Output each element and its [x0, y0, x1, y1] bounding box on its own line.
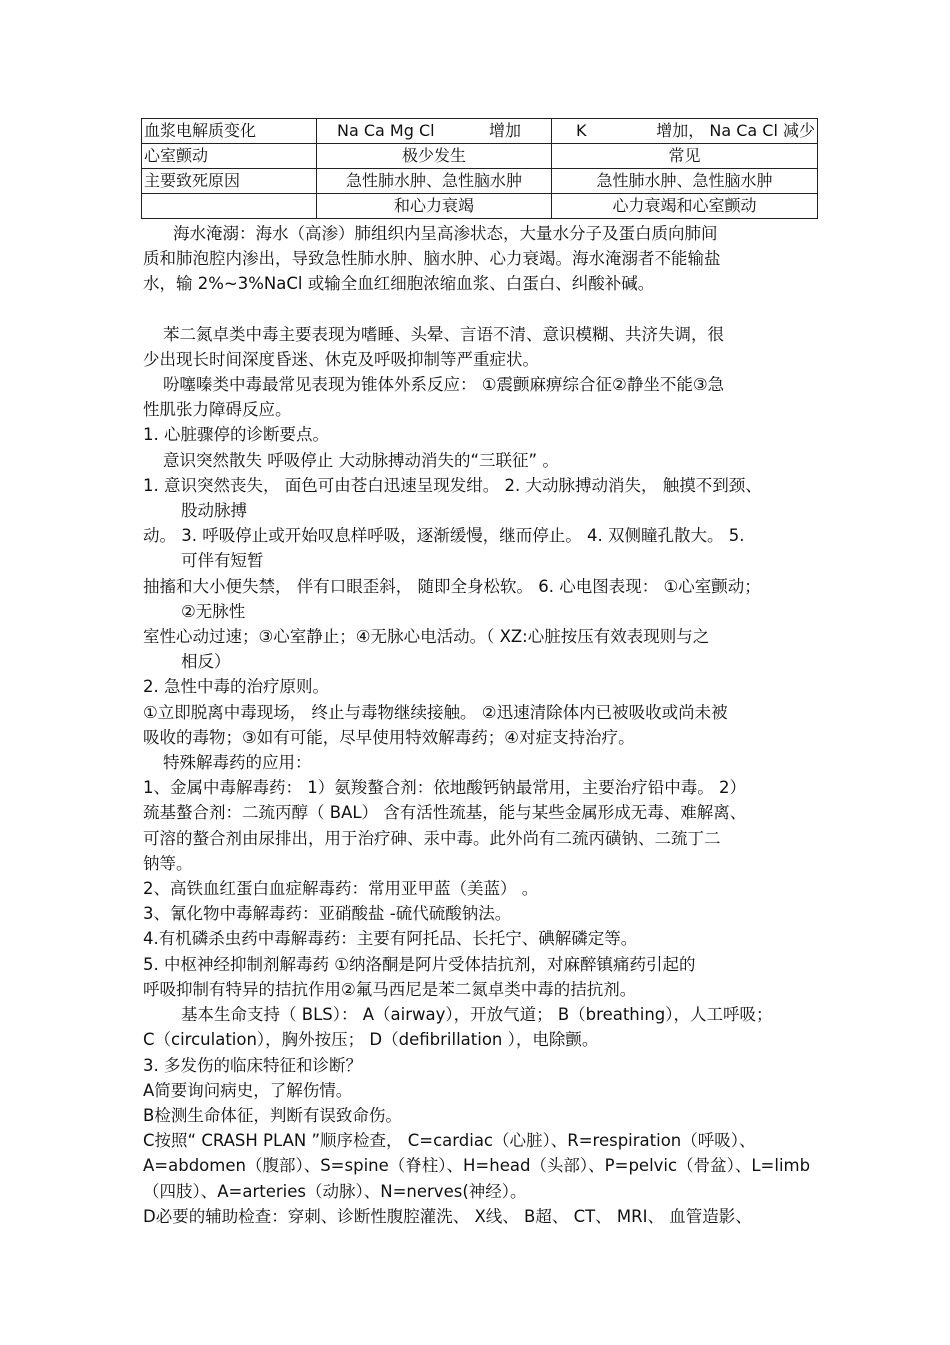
text-line: 可伴有短暂	[181, 551, 264, 571]
text-line: 少出现长时间深度昏迷、休克及呼吸抑制等严重症状。	[143, 349, 539, 369]
electrolyte-table	[141, 118, 818, 219]
text-line: A简要询问病史，了解伤情。	[143, 1080, 353, 1100]
text-line: A=abdomen（腹部）、S=spine（脊柱）、H=head（头部）、P=pelvic（骨盆）、L=limb	[143, 1156, 811, 1176]
text-line: ①立即脱离中毒现场， 终止与毒物继续接触。 ②迅速清除体内已被吸收或尚未被	[143, 702, 728, 722]
table-cell: 心力衰竭和心室颤动	[552, 194, 818, 219]
table-cell-text: K	[576, 121, 587, 140]
text-line: 股动脉搏	[181, 501, 247, 521]
text-line: 4.有机磷杀虫药中毒解毒药：主要有阿托品、长托宁、碘解磷定等。	[143, 929, 638, 949]
table-row	[142, 119, 818, 144]
text-line: 室性心动过速；③心室静止；④无脉心电活动。（ XZ:心脏按压有效表现则与之	[143, 627, 710, 647]
text-line: 2. 急性中毒的治疗原则。	[143, 677, 329, 697]
table-cell-text: Na Ca Mg Cl	[337, 121, 435, 140]
text-line: 3. 多发伤的临床特征和诊断？	[143, 1055, 362, 1075]
text-line: 吩噻嗪类中毒最常见表现为锥体外系反应： ①震颤麻痹综合征②静坐不能③急	[163, 375, 725, 395]
text-line: 1、金属中毒解毒药： 1）氨羧螯合剂：依地酸钙钠最常用，主要治疗铅中毒。 2）	[143, 778, 746, 798]
text-line: 水，输 2%~3%NaCl 或输全血红细胞浓缩血浆、白蛋白、纠酸补碱。	[143, 274, 655, 294]
table-cell: 主要致死原因	[142, 169, 317, 194]
table-cell	[317, 119, 552, 144]
text-line: 特殊解毒药的应用：	[163, 753, 312, 773]
text-line: （四肢）、A=arteries（动脉）、N=nerves(神经）。	[143, 1181, 527, 1201]
text-line: 2、高铁血红蛋白血症解毒药：常用亚甲蓝（美蓝） 。	[143, 879, 539, 899]
text-line: 吸收的毒物；③如有可能，尽早使用特效解毒药；④对症支持治疗。	[143, 727, 635, 747]
text-line: 苯二氮卓类中毒主要表现为嗜睡、头晕、言语不清、意识模糊、共济失调，很	[163, 324, 724, 344]
table-row	[142, 144, 818, 169]
text-line: D必要的辅助检查：穿刺、诊断性腹腔灌洗、 X线、 B超、 CT、 MRI、 血管造影、	[143, 1206, 752, 1226]
text-line: 性肌张力障碍反应。	[143, 400, 292, 420]
text-line: 海水淹溺：海水（高渗）肺组织内呈高渗状态，大量水分子及蛋白质向肺间	[173, 224, 718, 243]
table-cell-text: 增加， Na Ca Cl 减少	[656, 121, 815, 140]
text-line: B检测生命体征，判断有误致命伤。	[143, 1105, 402, 1125]
body-text	[143, 221, 811, 1229]
text-line: 相反）	[181, 652, 231, 672]
table-cell: 急性肺水肿、急性脑水肿	[552, 169, 818, 194]
table-cell	[142, 194, 317, 219]
text-line: 抽搐和大小便失禁， 伴有口眼歪斜， 随即全身松软。 6. 心电图表现： ①心室颤动；	[143, 576, 761, 596]
text-line: 意识突然散失 呼吸停止 大动脉搏动消失的“三联征” 。	[163, 450, 559, 470]
text-line: C（circulation），胸外按压； D（defibrillation ），电除颤。	[143, 1030, 599, 1050]
text-line: 5. 中枢神经抑制剂解毒药 ①纳洛酮是阿片受体拮抗剂，对麻醉镇痛药引起的	[143, 954, 696, 974]
text-line: 巯基螯合剂：二巯丙醇（ BAL） 含有活性巯基，能与某些金属形成无毒、难解离、	[143, 803, 747, 823]
table-cell: 急性肺水肿、急性脑水肿	[317, 169, 552, 194]
text-line: 基本生命支持（ BLS）： A（airway），开放气道； B（breathing），人工呼吸；	[181, 1005, 773, 1025]
text-line: 可溶的螯合剂由尿排出，用于治疗砷、汞中毒。此外尚有二巯丙磺钠、二巯丁二	[143, 828, 721, 848]
text-line: 钠等。	[143, 853, 193, 873]
table-cell: 和心力衰竭	[317, 194, 552, 219]
table-cell-text: 增加	[488, 121, 521, 140]
text-line: 1. 意识突然丧失， 面色可由苍白迅速呈现发绀。 2. 大动脉搏动消失， 触摸不到颈、	[143, 475, 762, 495]
text-line: 呼吸抑制有特异的拮抗作用②氟马西尼是苯二氮卓类中毒的拮抗剂。	[143, 979, 637, 999]
text-line: ②无脉性	[181, 601, 246, 621]
table-cell: 极少发生	[317, 144, 552, 169]
text-line: C按照“ CRASH PLAN ”顺序检查， C=cardiac（心脏）、R=respiration（呼吸）、	[143, 1131, 756, 1151]
text-line: 质和肺泡腔内渗出，导致急性肺水肿、脑水肿、心力衰竭。海水淹溺者不能输盐	[143, 249, 721, 269]
text-line: 动。 3. 呼吸停止或开始叹息样呼吸，逐渐缓慢，继而停止。 4. 双侧瞳孔散大。 5.	[143, 526, 745, 546]
spacer	[143, 297, 811, 322]
text-line: 1. 心脏骤停的诊断要点。	[143, 425, 329, 445]
table-cell: 常见	[552, 144, 818, 169]
table-cell: 血浆电解质变化	[142, 119, 317, 144]
table-cell	[552, 119, 818, 144]
table-row	[142, 194, 818, 219]
table-cell: 心室颤动	[142, 144, 317, 169]
table-row	[142, 169, 818, 194]
text-line: 3、氰化物中毒解毒药：亚硝酸盐 -硫代硫酸钠法。	[143, 904, 512, 924]
